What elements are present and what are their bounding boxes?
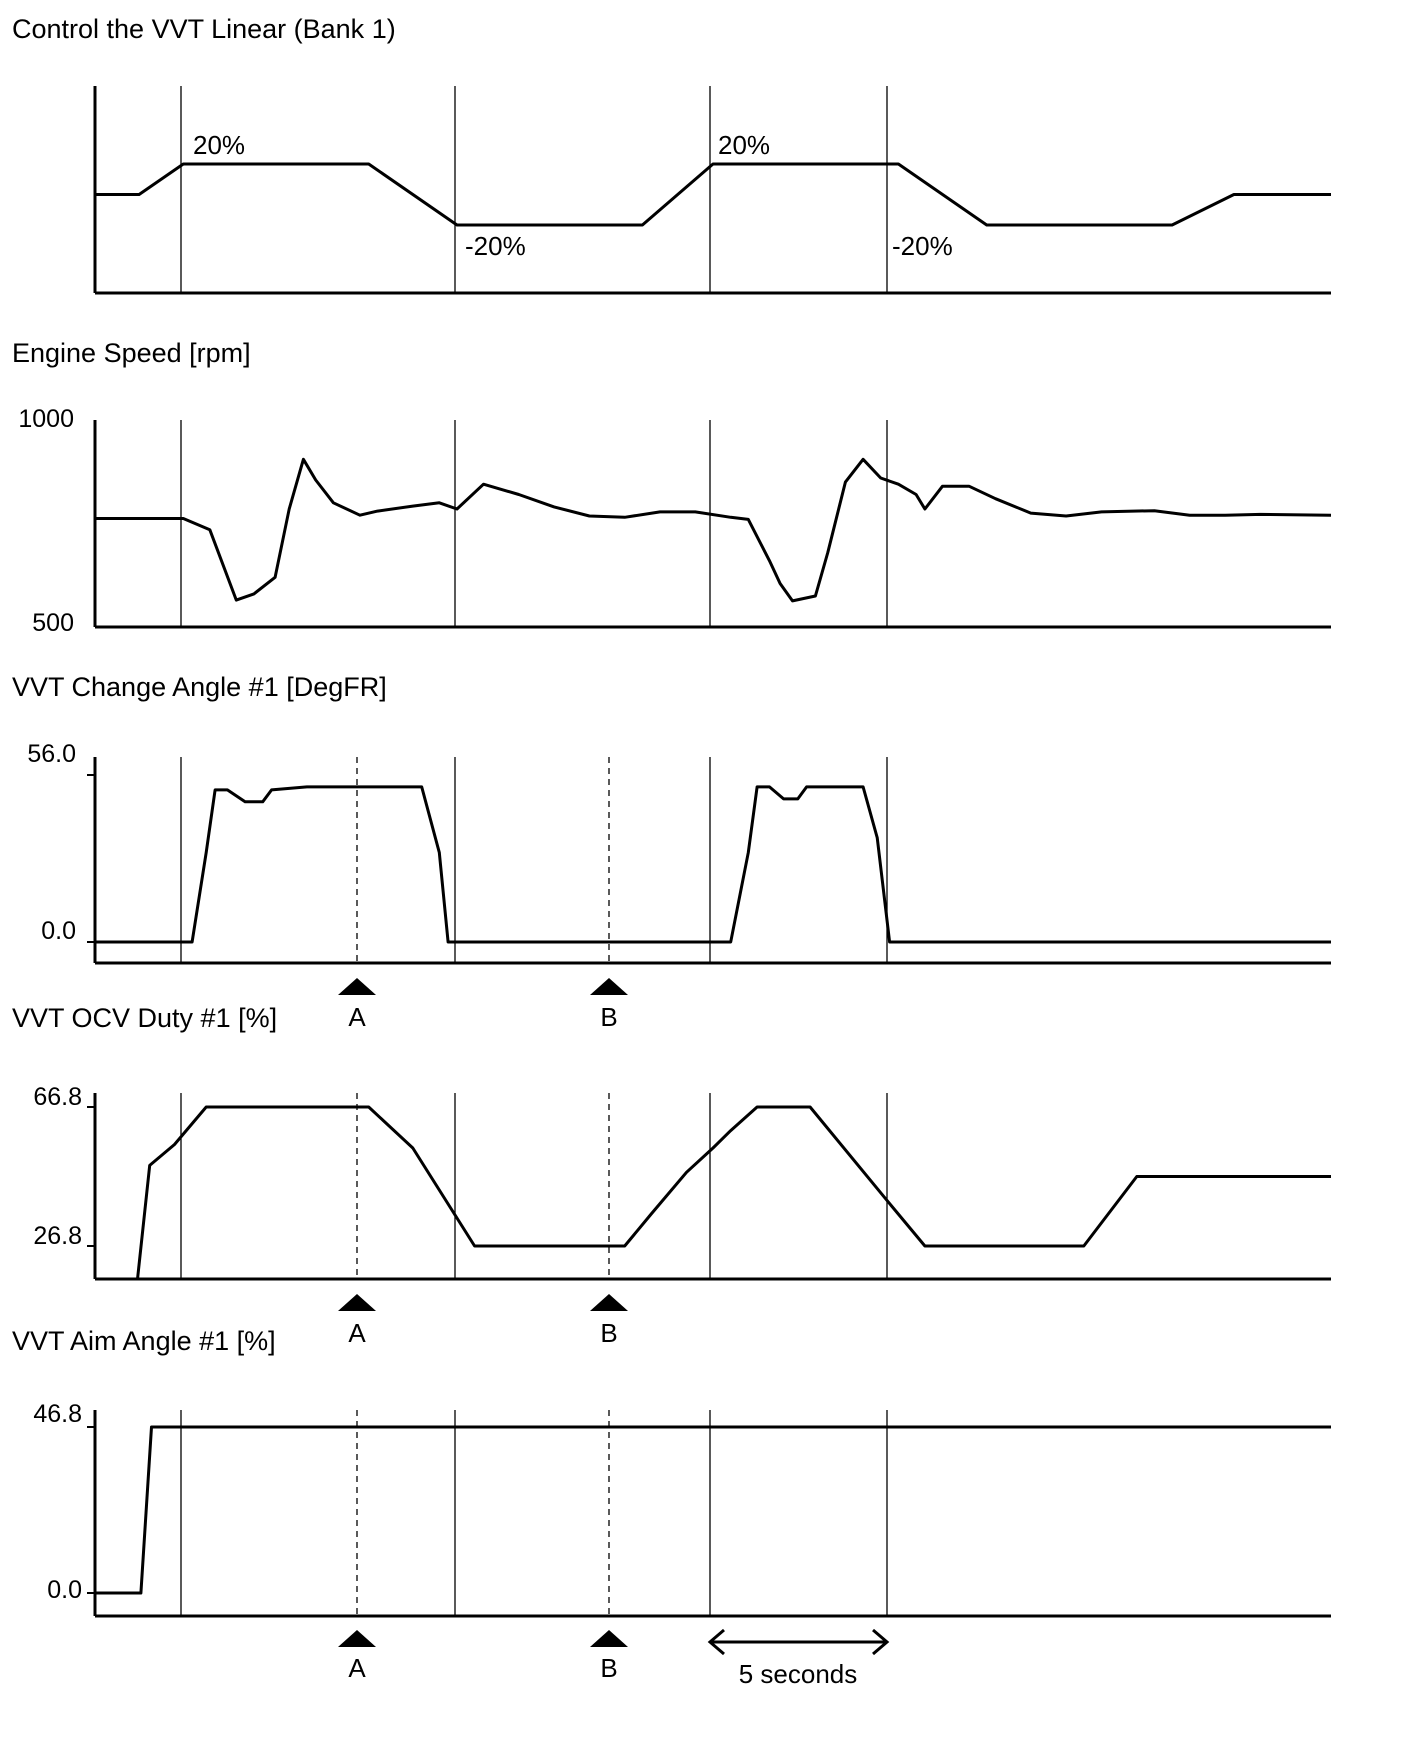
ytick-26-8: 26.8 xyxy=(33,1222,82,1250)
marker-arrow-3-b xyxy=(590,978,628,995)
series-line-1-1 xyxy=(95,164,1331,225)
chart-title-ocv-duty: VVT OCV Duty #1 [%] xyxy=(12,1003,278,1033)
chart-title-aim-angle: VVT Aim Angle #1 [%] xyxy=(12,1326,276,1356)
annotation-20pct-1: 20% xyxy=(193,130,246,160)
annotation-minus20pct-1: -20% xyxy=(465,231,526,261)
marker-arrow-4-a xyxy=(338,1294,376,1311)
five-seconds-label: 5 seconds xyxy=(738,1659,858,1689)
marker-arrow-5-b xyxy=(590,1630,628,1647)
series-line-3-1 xyxy=(95,787,1331,942)
marker-a-label-1: A xyxy=(348,1002,366,1032)
series-line-5-1 xyxy=(95,1427,1331,1593)
marker-arrow-4-b xyxy=(590,1294,628,1311)
series-line-2-1 xyxy=(95,459,1331,601)
ytick-0-aim: 0.0 xyxy=(47,1576,82,1604)
chart-title-change-angle: VVT Change Angle #1 [DegFR] xyxy=(12,672,387,702)
annotation-minus20pct-2: -20% xyxy=(892,231,953,261)
marker-a-label-2: A xyxy=(348,1318,366,1348)
five-seconds-arrow xyxy=(710,1630,887,1654)
marker-arrow-5-a xyxy=(338,1630,376,1647)
series-line-4-1 xyxy=(137,1107,1331,1280)
marker-b-label-2: B xyxy=(600,1318,618,1348)
marker-b-label-3: B xyxy=(600,1653,618,1683)
ytick-46-8: 46.8 xyxy=(33,1400,82,1428)
ytick-56: 56.0 xyxy=(27,740,76,768)
marker-a-label-3: A xyxy=(348,1653,366,1683)
annotation-20pct-2: 20% xyxy=(718,130,771,160)
marker-b-label-1: B xyxy=(600,1002,618,1032)
chart-title-control: Control the VVT Linear (Bank 1) xyxy=(12,14,396,44)
chart-title-engine-speed: Engine Speed [rpm] xyxy=(12,338,251,368)
ytick-66-8: 66.8 xyxy=(33,1083,82,1111)
ytick-0-change: 0.0 xyxy=(41,917,76,945)
ytick-500: 500 xyxy=(32,609,74,637)
ytick-1000: 1000 xyxy=(18,405,74,433)
marker-arrow-3-a xyxy=(338,978,376,995)
plot-layer xyxy=(87,86,1331,1647)
